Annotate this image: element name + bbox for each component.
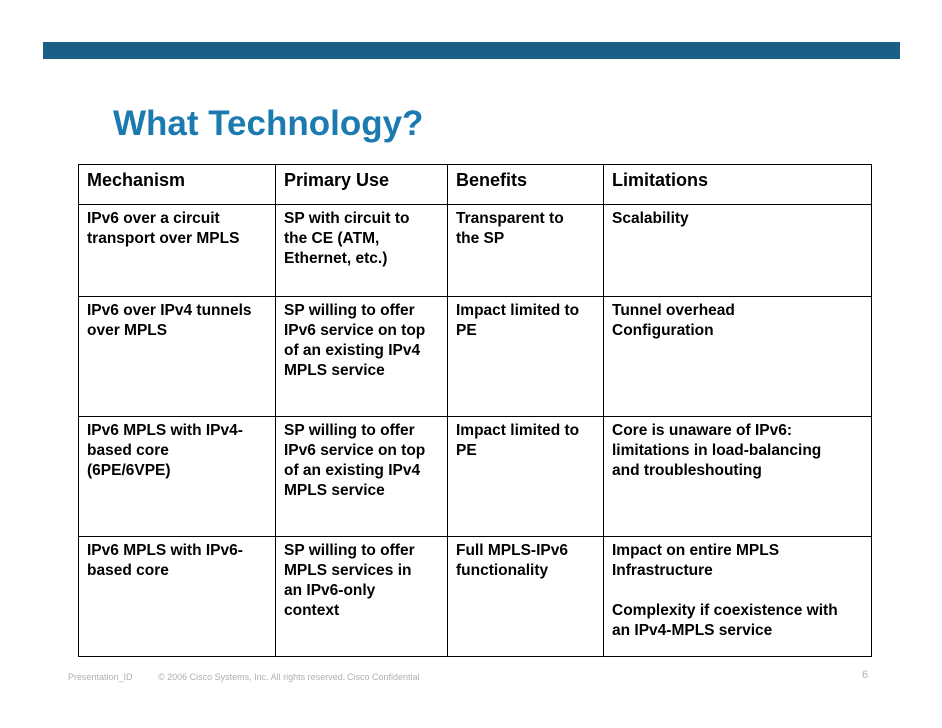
page-number: 6 [862,669,869,681]
footer-copyright: © 2006 Cisco Systems, Inc. All rights reserved. [158,672,346,682]
header-limitations: Limitations [604,165,872,205]
cell-mechanism: IPv6 MPLS with IPv6- based core [79,537,276,657]
footer-confidential: Cisco Confidential [347,672,420,682]
table-row [79,205,872,297]
cell-mechanism: IPv6 over IPv4 tunnels over MPLS [79,297,276,417]
table-header-row [79,165,872,205]
footer-presentation-id: Presentation_ID [68,672,133,682]
table-row [79,537,872,657]
cell-benefits: Impact limited to PE [448,417,604,537]
cell-primary-use: SP with circuit to the CE (ATM, Ethernet, etc.) [276,205,448,297]
cell-limitations: Impact on entire MPLS Infrastructure Complexity if coexistence with an IPv4-MPLS service [604,537,872,657]
cell-primary-use: SP willing to offer IPv6 service on top of an existing IPv4 MPLS service [276,417,448,537]
header-primary-use: Primary Use [276,165,448,205]
table-row [79,417,872,537]
slide-title: What Technology? [113,104,424,143]
cell-limitations: Scalability [604,205,872,297]
cell-limitations: Tunnel overhead Configuration [604,297,872,417]
cell-benefits: Transparent to the SP [448,205,604,297]
cell-primary-use: SP willing to offer IPv6 service on top of an existing IPv4 MPLS service [276,297,448,417]
cell-mechanism: IPv6 MPLS with IPv4- based core (6PE/6VPE) [79,417,276,537]
header-bar [43,42,900,59]
cell-mechanism: IPv6 over a circuit transport over MPLS [79,205,276,297]
cell-limitations: Core is unaware of IPv6: limitations in load-balancing and troubleshouting [604,417,872,537]
cell-benefits: Full MPLS-IPv6 functionality [448,537,604,657]
cell-primary-use: SP willing to offer MPLS services in an IPv6-only context [276,537,448,657]
header-benefits: Benefits [448,165,604,205]
technology-table [78,164,872,657]
cell-benefits: Impact limited to PE [448,297,604,417]
header-mechanism: Mechanism [79,165,276,205]
table-row [79,297,872,417]
